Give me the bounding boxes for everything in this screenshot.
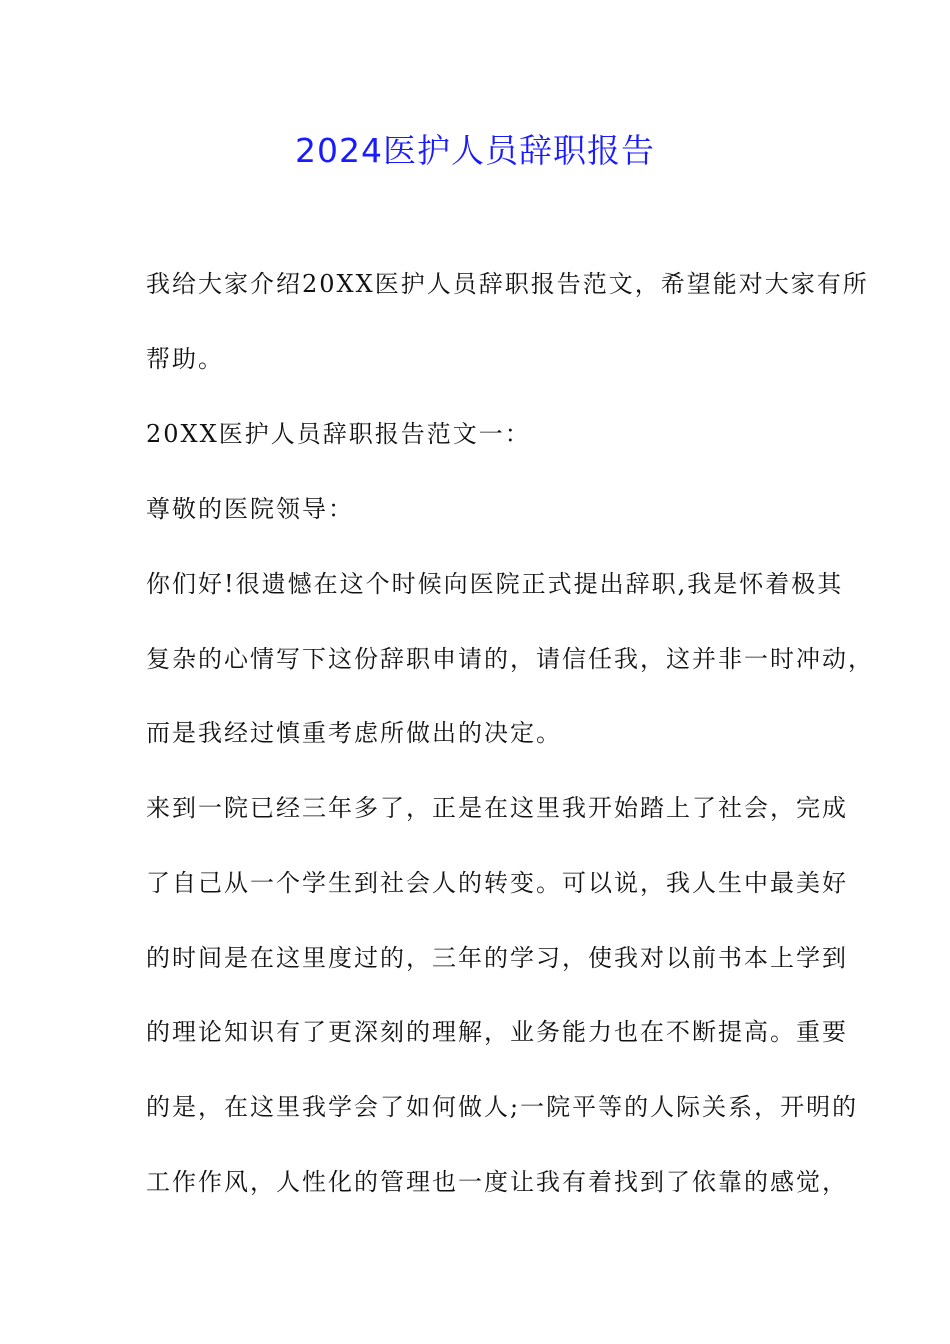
paragraph-line: 的理论知识有了更深刻的理解，业务能力也在不断提高。重要 [146, 1018, 848, 1046]
paragraph-line: 复杂的心情写下这份辞职申请的，请信任我，这并非一时冲动， [146, 645, 874, 673]
paragraph-line: 来到一院已经三年多了，正是在这里我开始踏上了社会，完成 [146, 794, 848, 822]
paragraph-line: 20XX医护人员辞职报告范文一： [146, 420, 531, 448]
paragraph-line: 帮助。 [146, 345, 224, 373]
document-title: 2024医护人员辞职报告 [295, 131, 655, 170]
paragraph-line: 了自己从一个学生到社会人的转变。可以说，我人生中最美好 [146, 869, 848, 897]
paragraph-line: 我给大家介绍20XX医护人员辞职报告范文，希望能对大家有所 [146, 270, 869, 298]
paragraph-line: 尊敬的医院领导： [146, 495, 354, 523]
paragraph-line: 而是我经过慎重考虑所做出的决定。 [146, 719, 562, 747]
paragraph-line: 的时间是在这里度过的，三年的学习，使我对以前书本上学到 [146, 944, 848, 972]
paragraph-line: 的是，在这里我学会了如何做人;一院平等的人际关系，开明的 [146, 1093, 859, 1121]
paragraph-line: 你们好!很遗憾在这个时候向医院正式提出辞职,我是怀着极其 [146, 570, 844, 598]
paragraph-line: 工作作风，人性化的管理也一度让我有着找到了依靠的感觉， [146, 1168, 848, 1196]
